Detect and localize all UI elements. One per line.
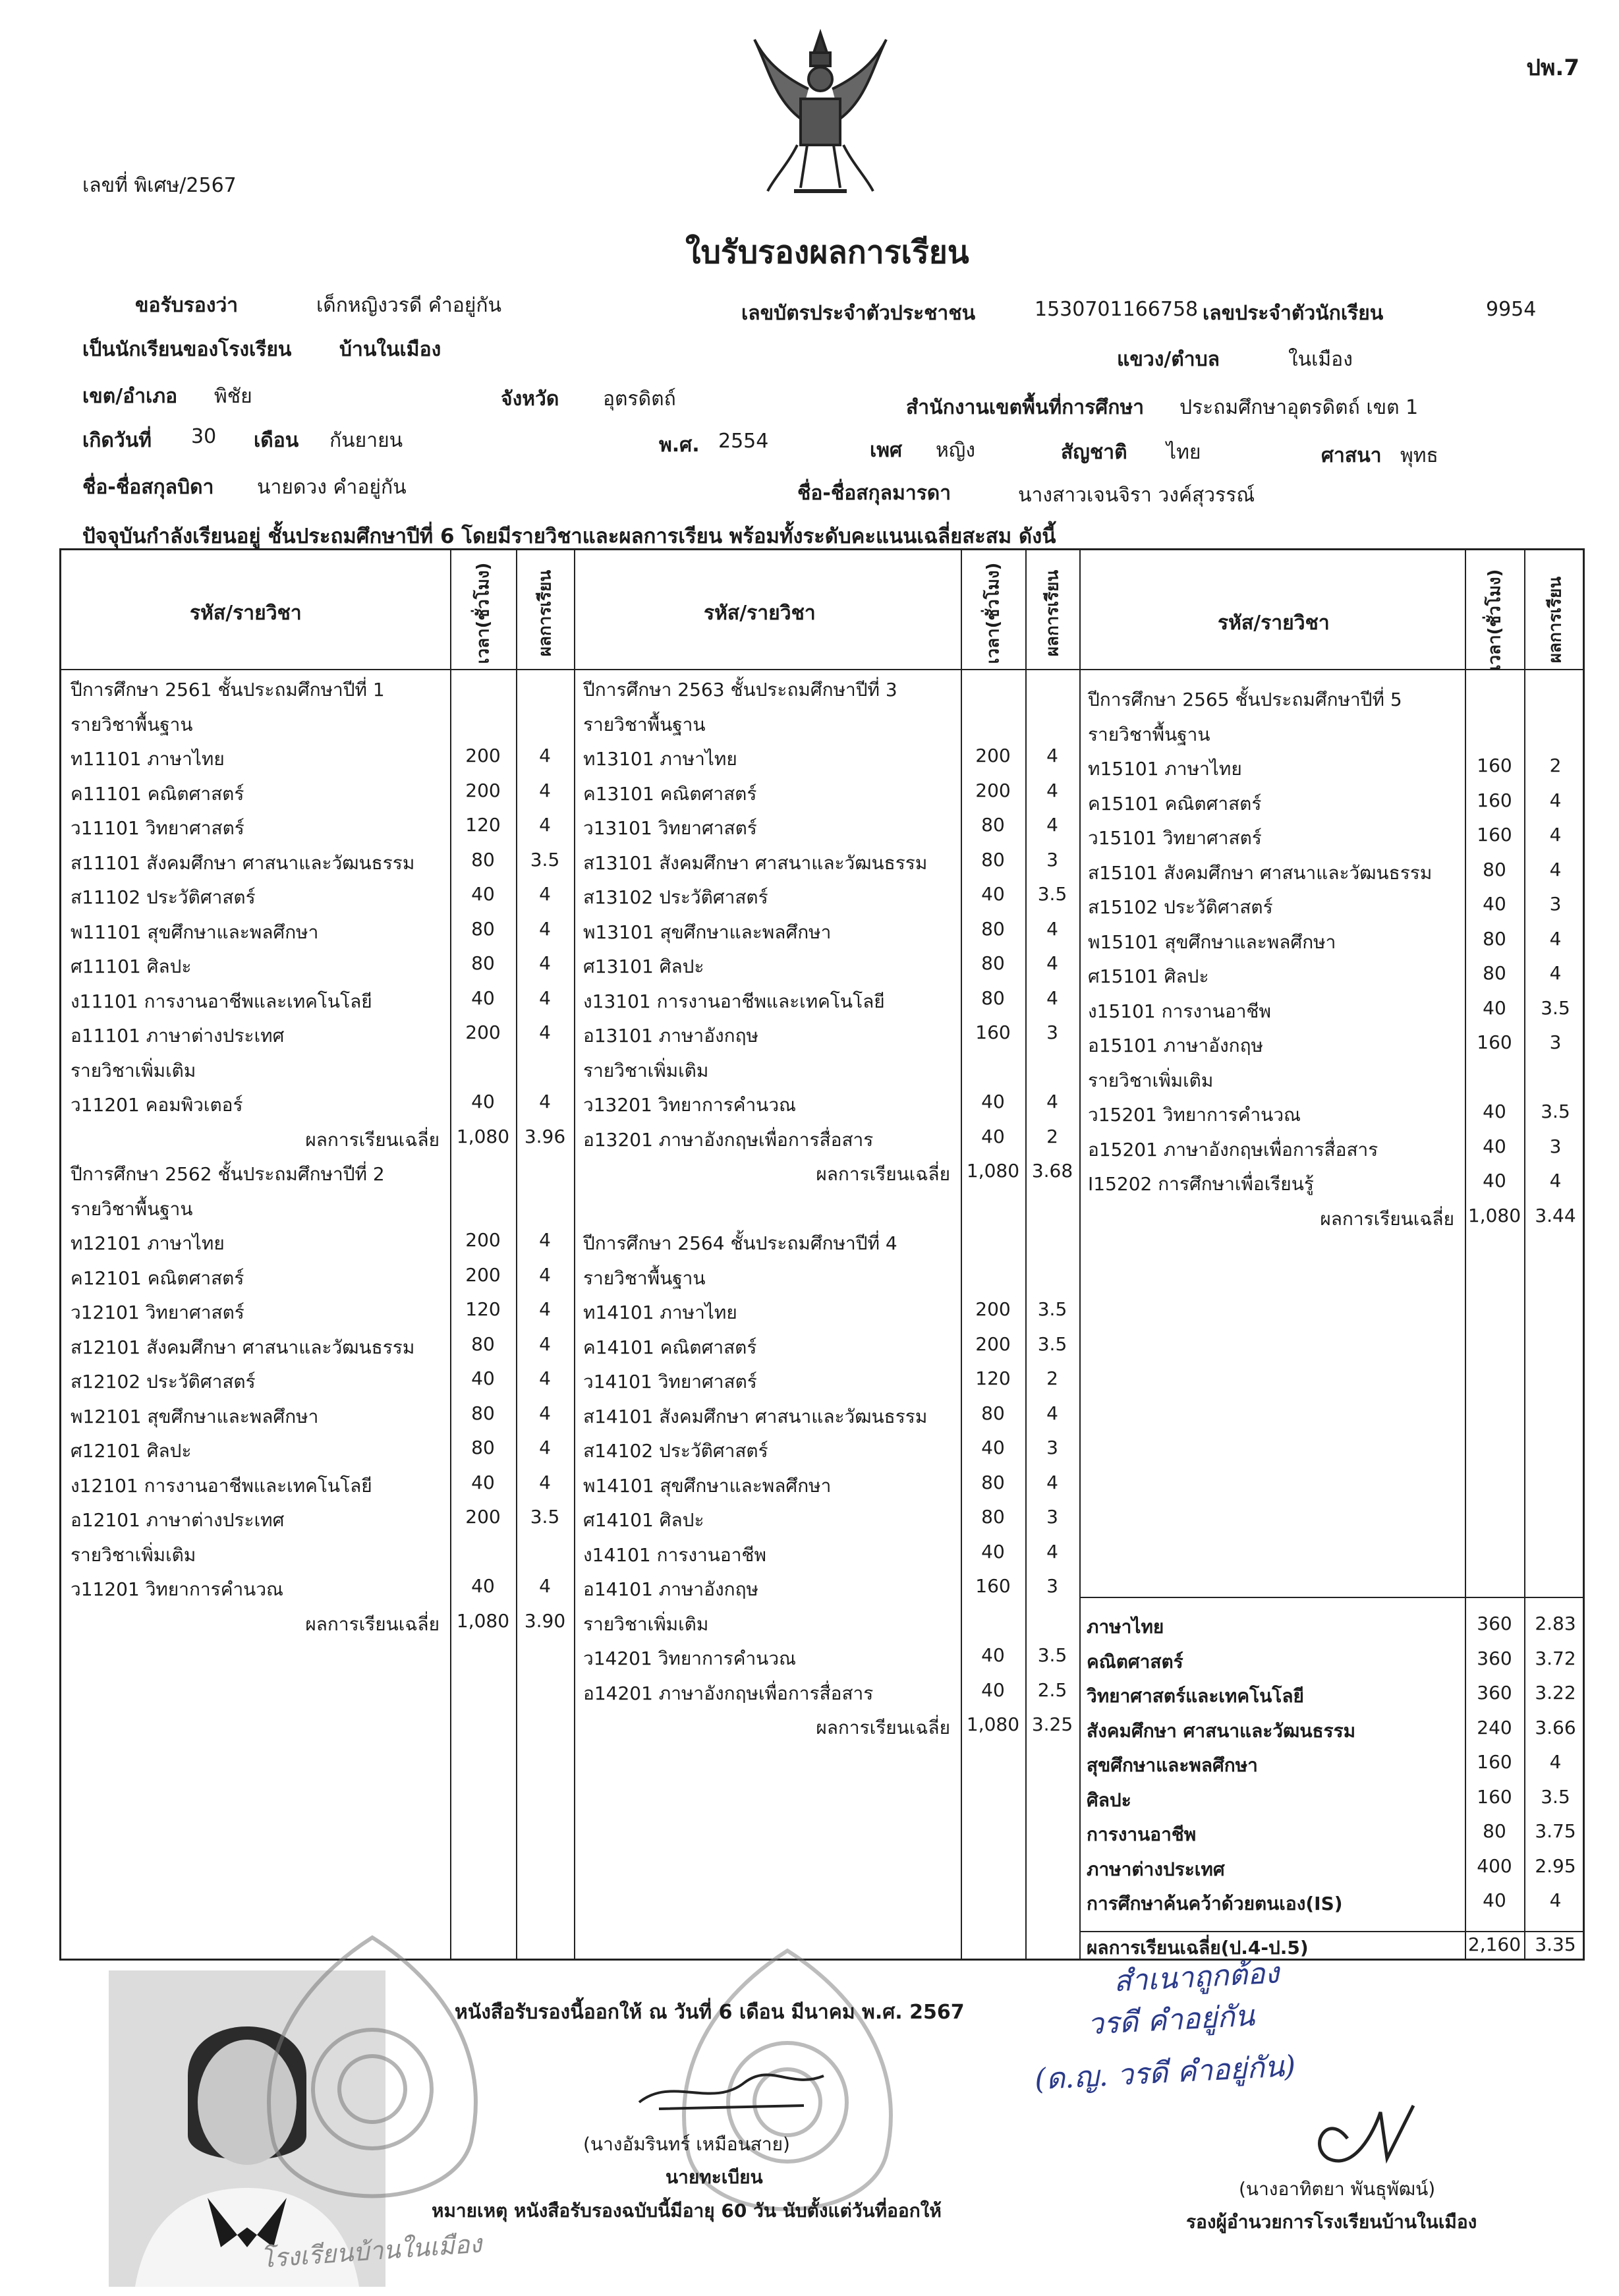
subject-row: ว14201 วิทยาการคำนวณ xyxy=(583,1648,797,1669)
subject-row: รายวิชาพื้นฐาน xyxy=(71,1197,193,1220)
mother-name: นางสาวเจนจิรา วงค์สุวรรณ์ xyxy=(1018,484,1255,507)
subject-row: I15202 การศึกษาเพื่อเรียนรู้ xyxy=(1088,1173,1314,1195)
hours-value: 200 xyxy=(465,745,501,766)
subdistrict-label: แขวง/ตำบล xyxy=(1117,348,1220,371)
grade-value: 4 xyxy=(539,883,551,905)
hours-value: 80 xyxy=(981,1402,1005,1424)
father-name: นายดวง คำอยู่กัน xyxy=(257,476,407,499)
subject-row: ว13201 วิทยาการคำนวณ xyxy=(583,1094,797,1116)
stamp-text: โรงเรียนบ้านในเมือง xyxy=(259,2229,483,2274)
subject-row: ส14101 สังคมศึกษา ศาสนาและวัฒนธรรม xyxy=(583,1405,928,1427)
summary-grade: 2.83 xyxy=(1535,1613,1576,1634)
summary-subject: การงานอาชีพ xyxy=(1087,1823,1197,1845)
hours-value: 160 xyxy=(975,1021,1011,1043)
summary-grade: 4 xyxy=(1549,1889,1562,1911)
birth-year-label: พ.ศ. xyxy=(659,434,700,457)
hours-value: 200 xyxy=(975,745,1011,766)
subject-row: พ15101 สุขศึกษาและพลศึกษา xyxy=(1088,931,1336,953)
student-name: เด็กหญิงวรดี คำอยู่กัน xyxy=(316,294,502,317)
average-row-label: ผลการเรียนเฉลี่ย xyxy=(816,1163,950,1185)
subject-row: ปีการศึกษา 2563 ชั้นประถมศึกษาปีที่ 3 xyxy=(583,679,897,701)
grade-value: 2 xyxy=(1046,1125,1058,1147)
handwritten-name: (ด.ญ. วรดี คำอยู่กัน) xyxy=(1033,2049,1297,2097)
subdistrict: ในเมือง xyxy=(1288,348,1353,371)
grade-value: 3.90 xyxy=(524,1609,566,1632)
summary-grade: 3.72 xyxy=(1535,1647,1576,1669)
handwritten-certified: สำเนาถูกต้อง xyxy=(1112,1956,1280,1999)
grade-value: 4 xyxy=(539,987,551,1009)
hours-value: 40 xyxy=(981,1540,1005,1563)
grade-value: 3 xyxy=(1046,1021,1058,1043)
subject-row: อ12101 ภาษาต่างประเทศ xyxy=(71,1509,285,1531)
hours-value: 80 xyxy=(981,814,1005,836)
area-label: สำนักงานเขตพื้นที่การศึกษา xyxy=(906,396,1145,419)
summary-grade: 3.35 xyxy=(1535,1933,1576,1955)
subject-row: ปีการศึกษา 2561 ชั้นประถมศึกษาปีที่ 1 xyxy=(71,679,385,701)
handwritten-signature: วรดี คำอยู่กัน xyxy=(1086,1999,1256,2042)
father-label: ชื่อ-ชื่อสกุลบิดา xyxy=(82,476,214,499)
subject-row: อ11101 ภาษาต่างประเทศ xyxy=(71,1025,285,1047)
hours-value: 40 xyxy=(981,1437,1005,1458)
subject-row: รายวิชาเพิ่มเติม xyxy=(583,1613,709,1635)
header-hours-2: เวลา(ชั่วโมง) xyxy=(983,562,1004,664)
grade-value: 2 xyxy=(1046,1367,1058,1389)
subject-row: ง15101 การงานอาชีพ xyxy=(1088,1000,1271,1022)
grade-value: 3.5 xyxy=(1037,1333,1067,1355)
summary-hours: 360 xyxy=(1477,1647,1512,1669)
subject-row: ส11102 ประวัติศาสตร์ xyxy=(71,886,256,908)
hours-value: 40 xyxy=(1483,1101,1506,1122)
subject-row: ศ13101 ศิลปะ xyxy=(583,956,704,977)
header-subject-2: รหัส/รายวิชา xyxy=(704,602,816,625)
grade-value: 3 xyxy=(1046,1437,1058,1458)
hours-value: 160 xyxy=(975,1575,1011,1597)
nationality: ไทย xyxy=(1166,441,1201,464)
subject-row: อ15101 ภาษาอังกฤษ xyxy=(1088,1035,1263,1056)
grade-value: 4 xyxy=(1549,824,1562,846)
hours-value: 80 xyxy=(981,917,1005,940)
subject-row: ส13101 สังคมศึกษา ศาสนาและวัฒนธรรม xyxy=(583,851,928,874)
subject-row: ศ12101 ศิลปะ xyxy=(71,1440,192,1462)
hours-value: 120 xyxy=(975,1367,1011,1389)
subject-row: ง14101 การงานอาชีพ xyxy=(583,1543,766,1566)
birth-month: กันยายน xyxy=(329,429,403,452)
nationality-label: สัญชาติ xyxy=(1061,441,1127,464)
summary-hours: 360 xyxy=(1477,1682,1512,1704)
subject-row: ปีการศึกษา 2565 ชั้นประถมศึกษาปีที่ 5 xyxy=(1088,689,1402,710)
grade-value: 4 xyxy=(1046,814,1058,836)
header-hours-3: เวลา(ชั่วโมง) xyxy=(1485,569,1505,671)
summary-grade: 4 xyxy=(1549,1751,1562,1773)
grade-value: 4 xyxy=(539,952,551,974)
registrar-signature xyxy=(633,2050,830,2122)
summary-hours: 160 xyxy=(1477,1785,1512,1808)
grade-value: 4 xyxy=(539,779,551,801)
garuda-emblem-icon xyxy=(748,26,893,204)
subject-row: ว11101 วิทยาศาสตร์ xyxy=(71,817,244,839)
subject-row: ว15101 วิทยาศาสตร์ xyxy=(1088,827,1262,849)
birth-day-label: เกิดวันที่ xyxy=(82,429,152,452)
subject-row: ปีการศึกษา 2564 ชั้นประถมศึกษาปีที่ 4 xyxy=(583,1232,897,1254)
subject-row: ท14101 ภาษาไทย xyxy=(583,1302,737,1323)
hours-value: 1,080 xyxy=(966,1160,1020,1182)
summary-hours: 400 xyxy=(1477,1854,1512,1877)
header-subject-1: รหัส/รายวิชา xyxy=(190,602,302,625)
grade-value: 4 xyxy=(539,1471,551,1493)
validity-note: หมายเหตุ หนังสือรับรองฉบับนี้มีอายุ 60 วัน นับตั้งแต่วันที่ออกให้ xyxy=(432,2200,942,2222)
summary-subject: คณิตศาสตร์ xyxy=(1087,1650,1183,1673)
hours-value: 40 xyxy=(471,1367,495,1389)
hours-value: 80 xyxy=(981,952,1005,974)
religion-label: ศาสนา xyxy=(1321,444,1382,467)
summary-grade: 3.75 xyxy=(1535,1820,1576,1842)
hours-value: 80 xyxy=(471,917,495,940)
grade-value: 4 xyxy=(539,1437,551,1458)
subject-row: ว13101 วิทยาศาสตร์ xyxy=(583,817,757,839)
page-title: ใบรับรองผลการเรียน xyxy=(685,234,969,271)
subject-row: ค11101 คณิตศาสตร์ xyxy=(71,782,244,805)
subject-row: ส15102 ประวัติศาสตร์ xyxy=(1088,896,1273,918)
subject-row: ส14102 ประวัติศาสตร์ xyxy=(583,1440,768,1462)
subject-row: อ15201 ภาษาอังกฤษเพื่อการสื่อสาร xyxy=(1088,1138,1378,1161)
grade-value: 4 xyxy=(1046,779,1058,801)
grade-value: 4 xyxy=(1046,952,1058,974)
subject-row: ว14101 วิทยาศาสตร์ xyxy=(583,1371,757,1392)
province: อุตรดิตถ์ xyxy=(603,387,676,411)
hours-value: 40 xyxy=(471,1471,495,1493)
form-code: ปพ.7 xyxy=(1526,55,1579,81)
mother-label: ชื่อ-ชื่อสกุลมารดา xyxy=(797,482,952,505)
hours-value: 160 xyxy=(1477,755,1512,776)
summary-hours: 240 xyxy=(1477,1716,1512,1738)
subject-row: ว15201 วิทยาการคำนวณ xyxy=(1088,1104,1301,1126)
hours-value: 120 xyxy=(465,814,501,836)
grade-value: 4 xyxy=(539,917,551,940)
subject-row: ว11201 คอมพิวเตอร์ xyxy=(71,1094,243,1116)
district-label: เขต/อำเภอ xyxy=(82,385,178,408)
subject-row: ท12101 ภาษาไทย xyxy=(71,1232,225,1254)
grade-value: 4 xyxy=(539,1229,551,1251)
grade-value: 3 xyxy=(1046,848,1058,871)
subject-row: ว11201 วิทยาการคำนวณ xyxy=(71,1578,284,1600)
hours-value: 40 xyxy=(1483,996,1506,1019)
province-label: จังหวัด xyxy=(501,387,559,411)
hours-value: 200 xyxy=(465,1506,501,1528)
subject-row: ท11101 ภาษาไทย xyxy=(71,748,225,770)
hours-value: 120 xyxy=(465,1298,501,1320)
header-grade-3: ผลการเรียน xyxy=(1545,576,1566,664)
hours-value: 80 xyxy=(981,848,1005,871)
subject-row: รายวิชาพื้นฐาน xyxy=(583,713,706,735)
school-name: บ้านในเมือง xyxy=(339,338,441,361)
grade-value: 4 xyxy=(1549,1170,1562,1191)
subject-row: ส12102 ประวัติศาสตร์ xyxy=(71,1371,256,1392)
subject-row: ศ15101 ศิลปะ xyxy=(1088,965,1209,987)
grade-value: 4 xyxy=(539,1402,551,1424)
subject-row: ง13101 การงานอาชีพและเทคโนโลยี xyxy=(583,990,885,1012)
summary-subject: การศึกษาค้นคว้าด้วยตนเอง(IS) xyxy=(1087,1893,1343,1914)
registrar-title: นายทะเบียน xyxy=(666,2166,763,2188)
subject-row: ส15101 สังคมศึกษา ศาสนาและวัฒนธรรม xyxy=(1088,861,1433,884)
subject-row: ง11101 การงานอาชีพและเทคโนโลยี xyxy=(71,990,372,1012)
subject-row: ค15101 คณิตศาสตร์ xyxy=(1088,792,1262,815)
grade-value: 3.5 xyxy=(1541,996,1570,1019)
certify-label: ขอรับรองว่า xyxy=(135,294,239,317)
hours-value: 1,080 xyxy=(456,1609,510,1632)
summary-subject: สังคมศึกษา ศาสนาและวัฒนธรรม xyxy=(1087,1719,1356,1742)
hours-value: 160 xyxy=(1477,1031,1512,1053)
grade-value: 4 xyxy=(539,1333,551,1355)
summary-hours: 2,160 xyxy=(1467,1933,1521,1955)
header-grade-1: ผลการเรียน xyxy=(535,569,555,657)
district: พิชัย xyxy=(214,385,252,408)
subject-row: ค14101 คณิตศาสตร์ xyxy=(583,1336,757,1358)
sex-label: เพศ xyxy=(870,439,903,462)
hours-value: 80 xyxy=(981,987,1005,1009)
grade-value: 4 xyxy=(1549,858,1562,880)
hours-value: 80 xyxy=(1483,927,1506,950)
birth-year: 2554 xyxy=(718,430,769,453)
deputy-signature xyxy=(1301,2099,1433,2171)
subject-row: ว12101 วิทยาศาสตร์ xyxy=(71,1302,244,1323)
hours-value: 1,080 xyxy=(1467,1204,1521,1226)
subject-row: ส11101 สังคมศึกษา ศาสนาและวัฒนธรรม xyxy=(71,851,415,874)
subject-row: ศ11101 ศิลปะ xyxy=(71,956,192,977)
grade-value: 4 xyxy=(1046,1540,1058,1563)
school-label: เป็นนักเรียนของโรงเรียน xyxy=(82,338,292,361)
grade-value: 3.5 xyxy=(530,848,560,871)
hours-value: 40 xyxy=(471,1575,495,1597)
average-row-label: ผลการเรียนเฉลี่ย xyxy=(816,1717,950,1738)
grade-value: 4 xyxy=(1549,962,1562,984)
subject-row: ปีการศึกษา 2562 ชั้นประถมศึกษาปีที่ 2 xyxy=(71,1163,385,1185)
subject-row: ส13102 ประวัติศาสตร์ xyxy=(583,886,768,908)
grade-value: 4 xyxy=(1046,745,1058,766)
hours-value: 40 xyxy=(1483,1135,1506,1157)
hours-value: 160 xyxy=(1477,824,1512,846)
subject-row: ท15101 ภาษาไทย xyxy=(1088,758,1242,780)
grade-value: 4 xyxy=(539,745,551,766)
subject-row: รายวิชาพื้นฐาน xyxy=(583,1267,706,1289)
subject-row: รายวิชาเพิ่มเติม xyxy=(1088,1069,1214,1091)
student-no: 9954 xyxy=(1486,298,1537,321)
grade-value: 4 xyxy=(1046,987,1058,1009)
id-label: เลขบัตรประจำตัวประชาชน xyxy=(741,302,976,325)
grade-value: 4 xyxy=(539,1021,551,1043)
summary-subject: ภาษาต่างประเทศ xyxy=(1087,1858,1225,1880)
subject-row: ท13101 ภาษาไทย xyxy=(583,748,737,770)
grade-value: 4 xyxy=(1046,1091,1058,1112)
grade-value: 3.44 xyxy=(1535,1204,1576,1226)
subject-row: พ13101 สุขศึกษาและพลศึกษา xyxy=(583,921,832,943)
birth-month-label: เดือน xyxy=(254,429,299,452)
summary-grade: 3.22 xyxy=(1535,1682,1576,1704)
deputy-title: รองผู้อำนวยการโรงเรียนบ้านในเมือง xyxy=(1186,2211,1477,2233)
hours-value: 40 xyxy=(471,1091,495,1112)
subject-row: รายวิชาเพิ่มเติม xyxy=(583,1059,709,1081)
registrar-name: (นางอัมรินทร์ เหมือนสาย) xyxy=(583,2133,790,2155)
grade-value: 4 xyxy=(1046,1471,1058,1493)
subject-row: อ14201 ภาษาอังกฤษเพื่อการสื่อสาร xyxy=(583,1682,874,1704)
summary-subject: ศิลปะ xyxy=(1087,1789,1131,1811)
subject-row: รายวิชาพื้นฐาน xyxy=(71,713,193,735)
summary-grade: 3.66 xyxy=(1535,1716,1576,1738)
subject-row: อ13101 ภาษาอังกฤษ xyxy=(583,1025,758,1047)
hours-value: 200 xyxy=(465,1263,501,1286)
hours-value: 40 xyxy=(981,1125,1005,1147)
grade-value: 4 xyxy=(1046,1402,1058,1424)
grade-value: 4 xyxy=(539,1298,551,1320)
grade-value: 4 xyxy=(1046,917,1058,940)
hours-value: 40 xyxy=(471,883,495,905)
hours-value: 80 xyxy=(981,1471,1005,1493)
summary-grade: 3.5 xyxy=(1541,1785,1570,1808)
subject-row: อ13201 ภาษาอังกฤษเพื่อการสื่อสาร xyxy=(583,1128,874,1151)
grade-value: 4 xyxy=(1549,927,1562,950)
hours-value: 80 xyxy=(1483,962,1506,984)
hours-value: 40 xyxy=(981,1644,1005,1666)
subject-row: อ14101 ภาษาอังกฤษ xyxy=(583,1578,758,1600)
grade-value: 3 xyxy=(1549,1031,1562,1053)
hours-value: 40 xyxy=(981,883,1005,905)
grade-value: 4 xyxy=(539,1575,551,1597)
hours-value: 200 xyxy=(465,779,501,801)
hours-value: 200 xyxy=(465,1021,501,1043)
issue-date: หนังสือรับรองนี้ออกให้ ณ วันที่ 6 เดือน มีนาคม พ.ศ. 2567 xyxy=(455,2001,965,2024)
grade-value: 3.5 xyxy=(1037,1298,1067,1320)
header-hours-1: เวลา(ชั่วโมง) xyxy=(473,562,494,664)
grades-table xyxy=(59,548,1585,1961)
hours-value: 40 xyxy=(981,1091,1005,1112)
summary-hours: 80 xyxy=(1483,1820,1506,1842)
grade-value: 3.68 xyxy=(1031,1160,1073,1182)
current-status: ปัจจุบันกำลังเรียนอยู่ ชั้นประถมศึกษาปีที่ 6 โดยมีรายวิชาและผลการเรียน พร้อมทั้งระดับคะแนนเฉลี่ยสะสม ดังนี้ xyxy=(82,525,1056,548)
subject-row: รายวิชาเพิ่มเติม xyxy=(71,1059,196,1081)
grade-value: 3.5 xyxy=(1037,883,1067,905)
subject-row: ศ14101 ศิลปะ xyxy=(583,1509,704,1531)
grade-value: 3.5 xyxy=(1541,1101,1570,1122)
birth-day: 30 xyxy=(191,425,217,448)
hours-value: 80 xyxy=(471,1333,495,1355)
hours-value: 200 xyxy=(975,779,1011,801)
hours-value: 200 xyxy=(975,1298,1011,1320)
grade-value: 3.5 xyxy=(530,1506,560,1528)
grade-value: 4 xyxy=(1549,789,1562,811)
grade-value: 3.96 xyxy=(524,1125,566,1147)
grade-value: 4 xyxy=(539,1367,551,1389)
subject-row: พ12101 สุขศึกษาและพลศึกษา xyxy=(71,1405,319,1427)
grade-value: 3 xyxy=(1549,1135,1562,1157)
grade-value: 3.25 xyxy=(1031,1713,1073,1735)
summary-grade: 2.95 xyxy=(1535,1854,1576,1877)
hours-value: 200 xyxy=(465,1229,501,1251)
hours-value: 40 xyxy=(981,1679,1005,1701)
id-number: 1530701166758 xyxy=(1035,298,1199,321)
summary-subject: ภาษาไทย xyxy=(1087,1616,1164,1638)
hours-value: 40 xyxy=(1483,893,1506,915)
header-subject-3: รหัส/รายวิชา xyxy=(1218,612,1330,635)
subject-row: ส12101 สังคมศึกษา ศาสนาและวัฒนธรรม xyxy=(71,1336,415,1358)
grade-value: 2.5 xyxy=(1037,1679,1067,1701)
hours-value: 40 xyxy=(471,987,495,1009)
grade-value: 3 xyxy=(1046,1506,1058,1528)
subject-row: พ11101 สุขศึกษาและพลศึกษา xyxy=(71,921,319,943)
subject-row: ค13101 คณิตศาสตร์ xyxy=(583,782,757,805)
grade-value: 3 xyxy=(1046,1575,1058,1597)
hours-value: 1,080 xyxy=(456,1125,510,1147)
hours-value: 40 xyxy=(1483,1170,1506,1191)
average-row-label: ผลการเรียนเฉลี่ย xyxy=(1320,1207,1454,1230)
document-number: เลขที่ พิเศษ/2567 xyxy=(82,174,237,197)
area: ประถมศึกษาอุตรดิตถ์ เขต 1 xyxy=(1179,396,1419,419)
summary-hours: 360 xyxy=(1477,1613,1512,1634)
hours-value: 80 xyxy=(471,848,495,871)
hours-value: 80 xyxy=(981,1506,1005,1528)
grade-value: 4 xyxy=(539,1091,551,1112)
subject-row: พ14101 สุขศึกษาและพลศึกษา xyxy=(583,1474,832,1497)
hours-value: 160 xyxy=(1477,789,1512,811)
average-row-label: ผลการเรียนเฉลี่ย xyxy=(305,1613,440,1635)
grade-value: 3.5 xyxy=(1037,1644,1067,1666)
grade-value: 3 xyxy=(1549,893,1562,915)
hours-value: 200 xyxy=(975,1333,1011,1355)
summary-subject: วิทยาศาสตร์และเทคโนโลยี xyxy=(1087,1685,1304,1707)
student-no-label: เลขประจำตัวนักเรียน xyxy=(1203,302,1384,325)
hours-value: 80 xyxy=(471,1437,495,1458)
summary-hours: 160 xyxy=(1477,1751,1512,1773)
summary-subject: ผลการเรียนเฉลี่ย(ป.4-ป.5) xyxy=(1087,1936,1309,1959)
grade-value: 4 xyxy=(539,814,551,836)
grade-value: 2 xyxy=(1549,755,1562,776)
hours-value: 80 xyxy=(1483,858,1506,880)
grade-value: 4 xyxy=(539,1263,551,1286)
sex: หญิง xyxy=(936,439,975,462)
subject-row: รายวิชาเพิ่มเติม xyxy=(71,1543,196,1566)
deputy-name: (นางอาทิตยา พันธุพัฒน์) xyxy=(1239,2178,1436,2200)
header-grade-2: ผลการเรียน xyxy=(1042,569,1063,657)
subject-row: ง12101 การงานอาชีพและเทคโนโลยี xyxy=(71,1474,372,1497)
summary-hours: 40 xyxy=(1483,1889,1506,1911)
hours-value: 1,080 xyxy=(966,1713,1020,1735)
average-row-label: ผลการเรียนเฉลี่ย xyxy=(305,1128,440,1151)
subject-row: ค12101 คณิตศาสตร์ xyxy=(71,1267,244,1289)
religion: พุทธ xyxy=(1400,444,1438,467)
summary-subject: สุขศึกษาและพลศึกษา xyxy=(1087,1754,1258,1776)
subject-row: รายวิชาพื้นฐาน xyxy=(1088,723,1210,745)
hours-value: 80 xyxy=(471,1402,495,1424)
hours-value: 80 xyxy=(471,952,495,974)
